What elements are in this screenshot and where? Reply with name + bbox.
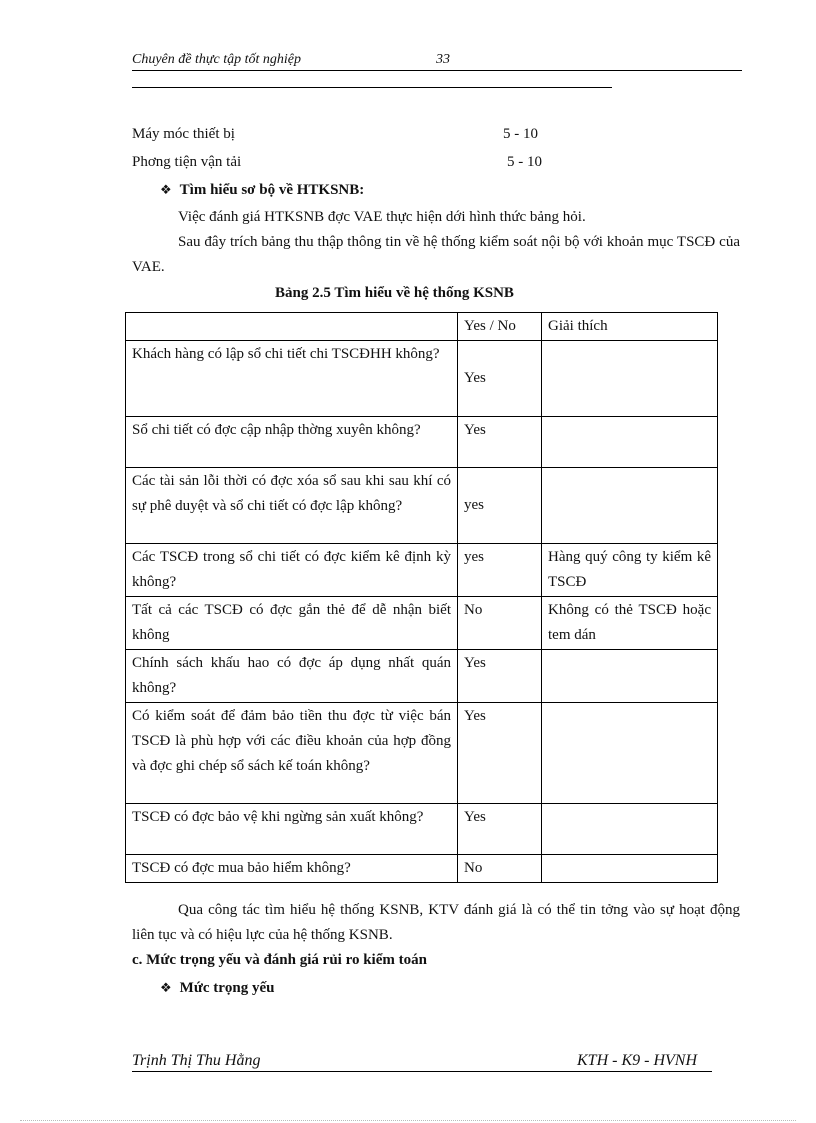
explain-cell: Không có thẻ TSCĐ hoặc tem dán [542,597,718,650]
explain-cell [542,703,718,804]
explain-cell [542,650,718,703]
header-rule-short [132,87,612,88]
explain-cell [542,417,718,468]
sub-heading [160,980,274,997]
question-cell: TSCĐ có đợc bảo vệ khi ngừng sản xuất không? [126,804,458,855]
answer-cell: Yes [458,650,542,703]
question-cell: Tất cả các TSCĐ có đợc gắn thẻ để dễ nhận biết không [126,597,458,650]
footer-rule [132,1071,712,1072]
answer-cell: Yes [458,804,542,855]
answer-cell: Yes [458,703,542,804]
paragraph: Qua công tác tìm hiểu hệ thống KSNB, KTV đánh giá là có thể tin tởng vào sự hoạt động liên tục và có hiệu lực của hệ thống KSNB. [132,902,740,943]
explain-cell [542,804,718,855]
answer-cell: No [458,597,542,650]
header-rule [132,70,742,71]
table-row [126,417,718,468]
question-cell: Sổ chi tiết có đợc cập nhập thờng xuyên không? [126,417,458,468]
asset-value: 5 - 10 [507,154,542,170]
question-cell: Các tài sản lỗi thời có đợc xóa sổ sau khi sau khí có sự phê duyệt và sổ chi tiết có đợc lập không? [126,468,458,544]
header-cell [126,313,458,341]
answer-cell: yes [458,544,542,597]
bullet-icon: ❖ [160,980,172,995]
footer-author: Trịnh Thị Thu Hằng [132,1052,261,1069]
explain-cell [542,855,718,883]
table-row [126,804,718,855]
table-row [126,855,718,883]
table-row [126,597,718,650]
header-cell: Yes / No [458,313,542,341]
table-row [126,468,718,544]
explain-cell [542,341,718,417]
header-title: Chuyên đề thực tập tốt nghiệp [132,52,301,67]
table-row [126,341,718,417]
section-heading [160,182,364,199]
section-heading-c: c. Mức trọng yếu và đánh giá rủi ro kiểm toán [132,952,427,968]
answer-cell: No [458,855,542,883]
paragraph: Sau đây trích bảng thu thập thông tin về hệ thống kiểm soát nội bộ với khoản mục TSCĐ của VAE. [132,234,740,275]
question-cell: Các TSCĐ trong sổ chi tiết có đợc kiểm kê định kỳ không? [126,544,458,597]
bullet-icon: ❖ [160,182,172,197]
answer-cell: yes [458,468,542,544]
question-cell: Có kiểm soát để đảm bảo tiền thu đợc từ việc bán TSCĐ là phù hợp với các điều khoản của hợp đồng và đợc ghi chép sổ sách kế toán không? [126,703,458,804]
answer-cell: Yes [458,341,542,417]
answer-cell: Yes [458,417,542,468]
section-heading-text: Tìm hiểu sơ bộ về HTKSNB: [179,182,365,198]
page-number: 33 [436,52,450,67]
explain-cell: Hàng quý công ty kiểm kê TSCĐ [542,544,718,597]
ksnb-table [125,312,718,883]
asset-value: 5 - 10 [503,126,538,142]
question-cell: Khách hàng có lập sổ chi tiết chi TSCĐHH không? [126,341,458,417]
paragraph: Việc đánh giá HTKSNB đợc VAE thực hiện dới hình thức bảng hỏi. [178,209,586,225]
explain-cell [542,468,718,544]
sub-heading-text: Mức trọng yếu [179,980,275,996]
table-row [126,703,718,804]
asset-label: Phơng tiện vận tải [132,154,242,170]
table-row [126,650,718,703]
question-cell: Chính sách khấu hao có đợc áp dụng nhất quán không? [126,650,458,703]
header-cell: Giải thích [542,313,718,341]
asset-label: Máy móc thiết bị [132,126,235,142]
question-cell: TSCĐ có đợc mua bảo hiểm không? [126,855,458,883]
table-row [126,544,718,597]
table-caption: Bảng 2.5 Tìm hiểu về hệ thống KSNB [275,285,514,301]
footer-class: KTH - K9 - HVNH [577,1052,698,1069]
page-edge [20,1120,796,1121]
